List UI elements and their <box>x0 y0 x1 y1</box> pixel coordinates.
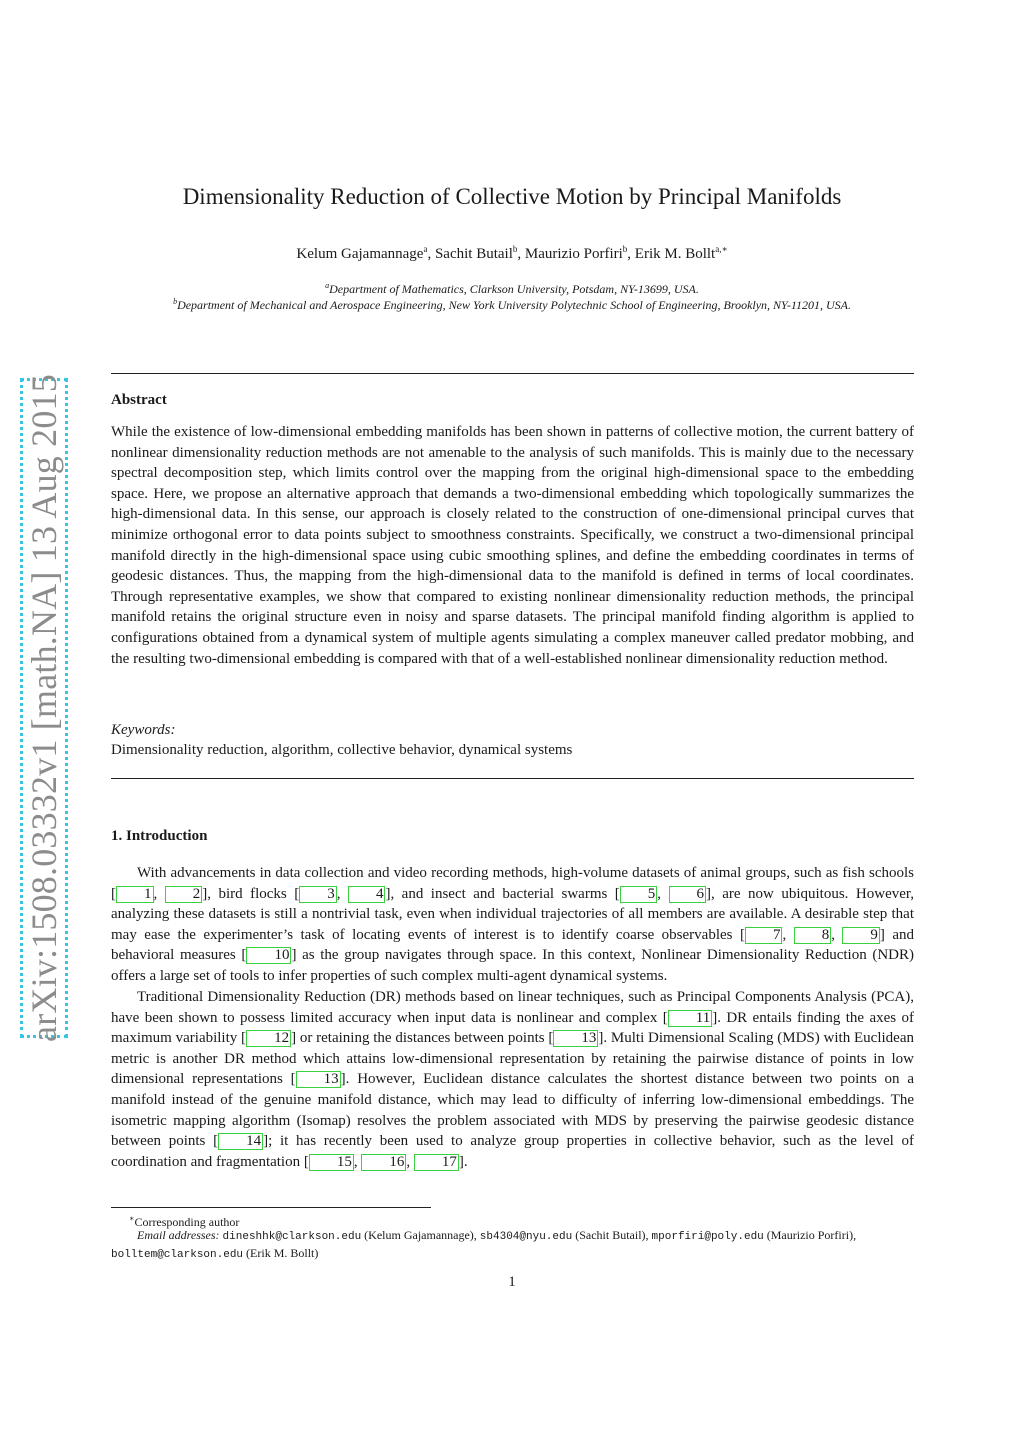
author-list: Kelum Gajamannage$^a$, Sachit Butail$^b$, Maurizio Porfiri$^b$, Erik M. Bollt$^{a,∗}$ <box>296 244 728 262</box>
citation-link[interactable]: 12 <box>246 1030 291 1047</box>
citation-link[interactable]: 14 <box>218 1133 263 1150</box>
author-affiliation-mark: a <box>423 244 428 254</box>
paragraph-text: ]. DR entails finding the axes of maximum variability [ <box>111 1009 914 1047</box>
affiliation-a-text: Department of Mathematics, Clarkson University, Potsdam, NY-13699, USA. <box>329 282 699 296</box>
paragraph-text: , <box>406 1153 414 1170</box>
email-label: Email addresses: <box>137 1228 220 1242</box>
corresponding-author-text: Corresponding author <box>134 1215 240 1229</box>
citation-link[interactable]: 9 <box>842 927 880 944</box>
author-name: Sachit Butail <box>434 246 513 262</box>
corresponding-mark: ∗ <box>129 1214 135 1223</box>
paragraph-text: ], bird flocks [ <box>202 885 300 902</box>
introduction-paragraph-2 <box>111 987 914 1172</box>
paragraph-text: ] or retaining the distances between points [ <box>291 1030 554 1047</box>
paragraph-text: ]. <box>458 1153 468 1170</box>
paragraph-text: ] as the group navigates through space. In this context, Nonlinear Dimensionality Reduction (NDR) offers a large set of tools to infer properties of such complex multi-agent dynamical systems. <box>111 947 915 984</box>
email-owner: (Kelum Gajamannage) <box>364 1228 474 1242</box>
paragraph-text: Traditional Dimensionality Reduction (DR) methods based on linear techniques, such as Principal Components Analysis (PCA), have been shown to possess limited accuracy when input data is nonlinear and complex [ <box>111 989 914 1026</box>
paragraph-text: , <box>153 885 165 902</box>
paragraph-text: ], and insect and bacterial swarms [ <box>385 885 620 902</box>
citation-link[interactable]: 4 <box>348 886 386 903</box>
citation-link[interactable]: 7 <box>745 927 783 944</box>
introduction-paragraph-1 <box>111 863 914 987</box>
email-footnote: Email addresses: dineshhk@clarkson.edu (Kelum Gajamannage), sb4304@nyu.edu (Sachit Butail), mporfiri@poly.edu (Maurizio Porfiri), bolltem@clarkson.edu (Erik M. Bollt) <box>111 1228 857 1261</box>
affiliation-b-mark: b <box>173 297 178 306</box>
citation-link[interactable]: 6 <box>669 886 707 903</box>
email-link[interactable]: bolltem@clarkson.edu <box>111 1249 244 1261</box>
affiliation-a-mark: a <box>325 281 330 290</box>
citation-link[interactable]: 11 <box>668 1010 712 1027</box>
email-owner: (Erik M. Bollt) <box>246 1246 319 1260</box>
page-number: 1 <box>508 1274 516 1290</box>
paragraph-text: , <box>831 926 843 943</box>
email-link[interactable]: sb4304@nyu.edu <box>479 1231 573 1243</box>
abstract-heading: Abstract <box>111 392 167 408</box>
paragraph-text: ] and behavioral measures [ <box>111 926 915 964</box>
paragraph-text: , <box>657 885 669 902</box>
citation-link[interactable]: 13 <box>296 1071 341 1088</box>
email-link[interactable]: dineshhk@clarkson.edu <box>222 1231 362 1243</box>
email-link[interactable]: mporfiri@poly.edu <box>651 1231 764 1243</box>
paper-title: Dimensionality Reduction of Collective Motion by Principal Manifolds <box>182 184 842 209</box>
author-affiliation-mark: a,∗ <box>715 244 728 254</box>
paragraph-text: With advancements in data collection and video recording methods, high-volume datasets of animal groups, such as fish schools [ <box>111 865 914 902</box>
author-name: Kelum Gajamannage <box>296 246 424 262</box>
citation-link[interactable]: 5 <box>620 886 658 903</box>
citation-link[interactable]: 8 <box>794 927 832 944</box>
citation-link[interactable]: 10 <box>246 947 291 964</box>
author-affiliation-mark: b <box>512 244 518 254</box>
keywords-label: Keywords: <box>111 722 176 738</box>
citation-link[interactable]: 16 <box>361 1154 406 1171</box>
paragraph-text: ]. Multi Dimensional Scaling (MDS) with Euclidean metric is another DR method which attains low-dimensional representation by retaining the pairwise distance of points in low dimensional representations [ <box>111 1030 914 1088</box>
citation-link[interactable]: 13 <box>553 1030 598 1047</box>
abstract-bottom-rule <box>111 778 914 779</box>
paragraph-text: , <box>782 926 794 943</box>
affiliation-b-text: Department of Mechanical and Aerospace Engineering, New York University Polytechnic School of Engineering, Brooklyn, NY-11201, USA. <box>177 298 851 312</box>
citation-link[interactable]: 15 <box>309 1154 354 1171</box>
keywords-text: Dimensionality reduction, algorithm, collective behavior, dynamical systems <box>111 742 573 758</box>
author-name: Maurizio Porfiri <box>524 246 623 262</box>
citation-link[interactable]: 2 <box>165 886 203 903</box>
paragraph-text: , <box>336 885 348 902</box>
email-owner: (Sachit Butail) <box>575 1228 646 1242</box>
email-owner: (Maurizio Porfiri) <box>766 1228 854 1242</box>
arxiv-stamp: arXiv:1508.03332v1 [math.NA] 13 Aug 2015 <box>24 374 64 1042</box>
citation-link[interactable]: 1 <box>116 886 154 903</box>
author-affiliation-mark: b <box>622 244 628 254</box>
abstract-top-rule <box>111 373 914 374</box>
affiliation-b <box>0 297 1024 313</box>
paragraph-text: ], are now ubiquitous. However, analyzing these datasets is still a nontrivial task, even when individual trajectories of all members are available. A desirable step that may ease the experimenter’s task of locating events of interest is to identify coarse observables [ <box>111 885 915 943</box>
abstract-text: While the existence of low-dimensional embedding manifolds has been shown in patterns of collective motion, the current battery of nonlinear dimensionality reduction methods are not amenable to the analysis of such manifolds. This is mainly due to the necessary spectral decomposition step, which limits control over the mapping from the original high-dimensional space to the embedding space. Here, we propose an alternative approach that demands a two-dimensional embedding which topologically summarizes the high-dimensional data. In this sense, our approach is closely related to the construction of one-dimensional principal curves that minimize orthogonal error to data points subject to smoothness constraints. Specifically, we construct a two-dimensional principal manifold directly in the high-dimensional space using cubic smoothing splines, and define the embedding coordinates in terms of geodesic distances. Thus, the mapping from the high-dimensional data to the manifold is defined in terms of local coordinates. Through representative examples, we show that compared to existing nonlinear dimensionality reduction methods, the principal manifold retains the original structure even in noisy and sparse datasets. The principal manifold finding algorithm is applied to configurations obtained from a dynamical system of multiple agents simulating a complex maneuver called predator mobbing, and the resulting two-dimensional embedding is compared with that of a well-established nonlinear dimensionality reduction method. <box>111 424 914 667</box>
affiliation-a <box>0 281 1024 297</box>
author-name: Erik M. Bollt <box>634 246 716 262</box>
paragraph-text: , <box>353 1153 362 1170</box>
paragraph-text: ]. However, Euclidean distance calculates the shortest distance between two points on a manifold instead of the genuine manifold distance, which may lead to difficulty of inferring low-dimensional embeddings. The isometric mapping algorithm (Isomap) resolves the problem associated with MDS by preserving the pairwise geodesic distance between points [ <box>111 1071 914 1150</box>
footnote-rule <box>111 1207 431 1208</box>
citation-link[interactable]: 3 <box>299 886 337 903</box>
paragraph-text: ]; it has recently been used to analyze group properties in collective behavior, such as the level of coordination and fragmentation [ <box>111 1133 914 1170</box>
citation-link[interactable]: 17 <box>414 1154 459 1171</box>
introduction-heading: 1. Introduction <box>111 828 208 844</box>
